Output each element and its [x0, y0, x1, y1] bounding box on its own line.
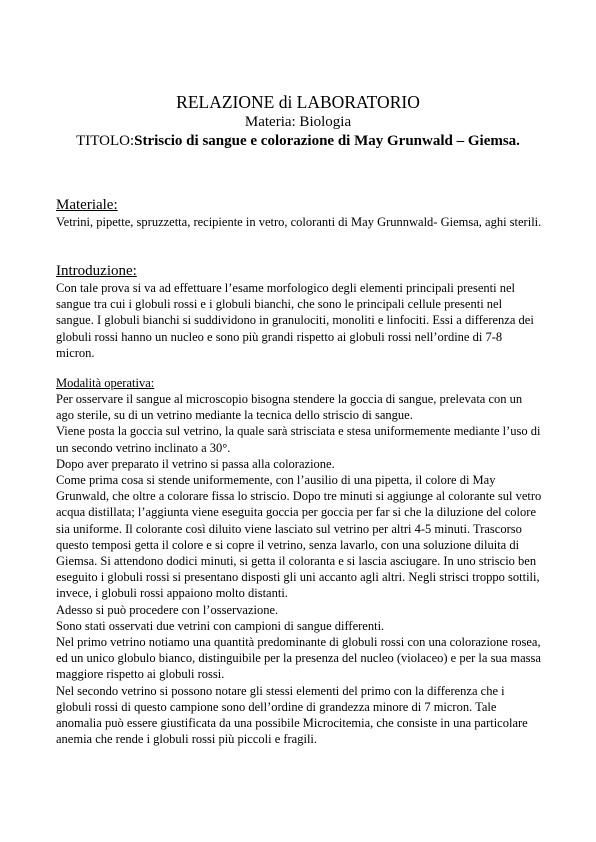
topic-prefix: TITOLO:: [76, 133, 135, 149]
paragraph: Per osservare il sangue al microscopio bisogna stendere la goccia di sangue, prelevata con un ago sterile, su di un vetrino mediante la tecnica dello striscio di sangue.: [56, 392, 523, 423]
topic-line: [52, 131, 544, 151]
paragraph: Nel secondo vetrino si possono notare gli stessi elementi del primo con la differenza che i globuli rossi di questo campione sono dell’ordine di grandezza minore di 7 micron. Tale anomalia può essere giustificata da una possibile Microcitemia, che consiste in una particolare anemia che rende i globuli rossi più piccoli e fragili.: [56, 683, 528, 747]
subject-line: Materia: Biologia: [244, 114, 352, 130]
section-modalita: [56, 375, 542, 747]
paragraph: Come prima cosa si stende uniformemente, con l’ausilio di una pipetta, il colore di May Grunwald, che oltre a colorare fissa lo striscio. Dopo tre minuti si aggiunge al colorante sul vetro acqua distillata; l’aggiunta viene eseguita goccia per goccia per far si che la diluzione del colore sia uniforme. Il colorante così diluito viene lasciato sul vetrino per altri 4-5 minuti. Trascorso questo temposi getta il colore e si copre il vetrino, senza lavarlo, con una soluzione diluita di Giemsa. Si attendono dodici minuti, si getta il coloranta e si lascia asciugare. In uno striscio ben eseguito i globuli rossi si presentano disposti gli uni accanto agli altri. Negli strisci troppo sottili, invece, i globuli rossi appaiono molto distanti.: [56, 473, 542, 601]
paragraph: Dopo aver preparato il vetrino si passa alla colorazione.: [56, 456, 335, 471]
section-text-modalita: [56, 391, 542, 747]
report-header: [52, 92, 544, 151]
section-introduzione: [56, 262, 542, 361]
paragraph: Sono stati osservati due vetrini con campioni di sangue differenti.: [56, 618, 385, 633]
topic-text: Striscio di sangue e colorazione di May Grunwald – Giemsa.: [134, 133, 520, 149]
paragraph: Nel primo vetrino notiamo una quantità predominante di globuli rossi con una colorazione rosea, ed un unico globulo bianco, distinguibile per la presenza del nucleo (violaceo) e per la sua massa maggiore rispetto ai globuli rossi.: [56, 635, 541, 682]
paragraph: Viene posta la goccia sul vetrino, la quale sarà strisciata e stesa uniformemente mediante l’uso di un secondo vetrino inclinato a 30°.: [56, 424, 541, 455]
section-heading-introduzione: Introduzione:: [56, 263, 137, 279]
section-materiale: [56, 196, 542, 230]
section-heading-materiale: Materiale:: [56, 197, 118, 213]
section-text-introduzione: Con tale prova si va ad effettuare l’esame morfologico degli elementi principali presenti nel sangue tra cui i globuli rossi e i globuli bianchi, che sono le principali cellule presenti nel sangue. I globuli bianchi si suddividono in granulociti, monoliti e linfociti. Essi a differenza dei globuli rossi hanno un nucleo e sono più grandi rispetto ai globuli rossi nell’ordine di 7-8 micron.: [56, 281, 534, 360]
section-heading-modalita: Modalità operativa:: [56, 376, 155, 390]
report-title: RELAZIONE di LABORATORIO: [176, 92, 420, 112]
section-text-materiale: Vetrini, pipette, spruzzetta, recipiente in vetro, coloranti di May Grunnwald- Giemsa, aghi sterili.: [56, 215, 542, 229]
paragraph: Adesso si può procedere con l’osservazione.: [56, 602, 279, 617]
